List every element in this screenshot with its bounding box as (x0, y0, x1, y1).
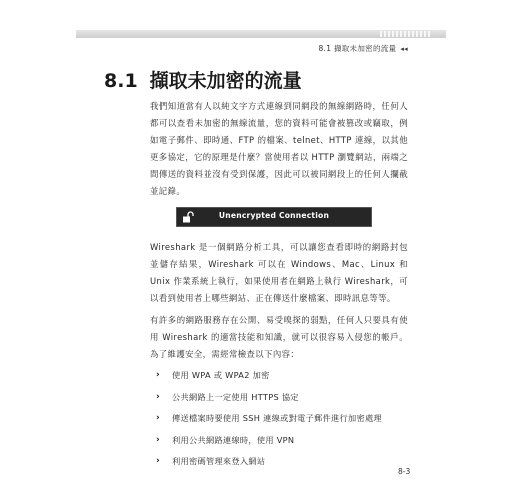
list-item-text: 利用密碼管理來登入網站 (172, 456, 266, 466)
chevron-right-icon: › (156, 413, 161, 423)
page-number: 8-3 (398, 467, 411, 476)
list-item-text: 公共網路上一定使用 HTTPS 協定 (172, 391, 299, 402)
banner-text: Unencrypted Connection (218, 211, 330, 220)
list-item (156, 411, 382, 433)
chevron-right-icon: › (156, 456, 161, 466)
paragraph-security: 有許多的網路服務存在公開、易受嗅探的弱點，任何人只要具有使用 Wireshark 的適當技能和知識，就可以很容易入侵您的帳戶。為了維護安全，需經常檢查以下內容： (150, 315, 408, 359)
header-decoration (380, 31, 432, 37)
list-item-text: 傳送檔案時要使用 SSH 連線或對電子郵件進行加密處理 (172, 413, 382, 423)
list-item-text: 使用 WPA 或 WPA2 加密 (172, 370, 270, 380)
chevron-right-icon: › (156, 434, 161, 445)
list-item (156, 454, 382, 476)
list-item (156, 368, 382, 390)
list-item-text: 利用公共網路連線時，使用 VPN (172, 434, 295, 445)
running-head-arrow-icon: ◂◂ (400, 45, 408, 53)
section-number: 8.1 (104, 70, 138, 92)
chevron-right-icon: › (156, 391, 161, 402)
running-head-text: 8.1 擷取未加密的流量 (318, 44, 397, 53)
running-head (318, 43, 408, 54)
section-title (104, 66, 302, 93)
paragraph-wireshark: Wireshark 是一個網路分析工具，可以讓您查看即時的網路封包並儲存結果，Wireshark 可以在 Windows、Mac、Linux 和 Unix 作業系統上執行，如果使用者在網路上執行 Wireshark，可以看到使用者上哪些網站、正在傳送什麼檔案、即時訊息等等。 (150, 242, 408, 303)
list-item (156, 390, 382, 412)
checklist (156, 368, 382, 476)
section-title-text: 擷取未加密的流量 (149, 70, 302, 92)
list-item (156, 433, 382, 455)
paragraph-intro: 我們知道當有人以純文字方式連線到同網段的無線網路時，任何人都可以查看未加密的無線流量，您的資料可能會被篡改或竊取，例如電子郵件、即時通、FTP 的檔案、telnet、HTTP 連線，以其他更多協定，它的原理是什麼？當使用者以 HTTP 瀏覽網站，兩端之間傳送的資料並沒有受到保護，因此可以被同網段上的任何人攔截並記錄。 (150, 101, 408, 196)
unencrypted-connection-banner (176, 207, 372, 227)
chevron-right-icon: › (156, 370, 161, 380)
